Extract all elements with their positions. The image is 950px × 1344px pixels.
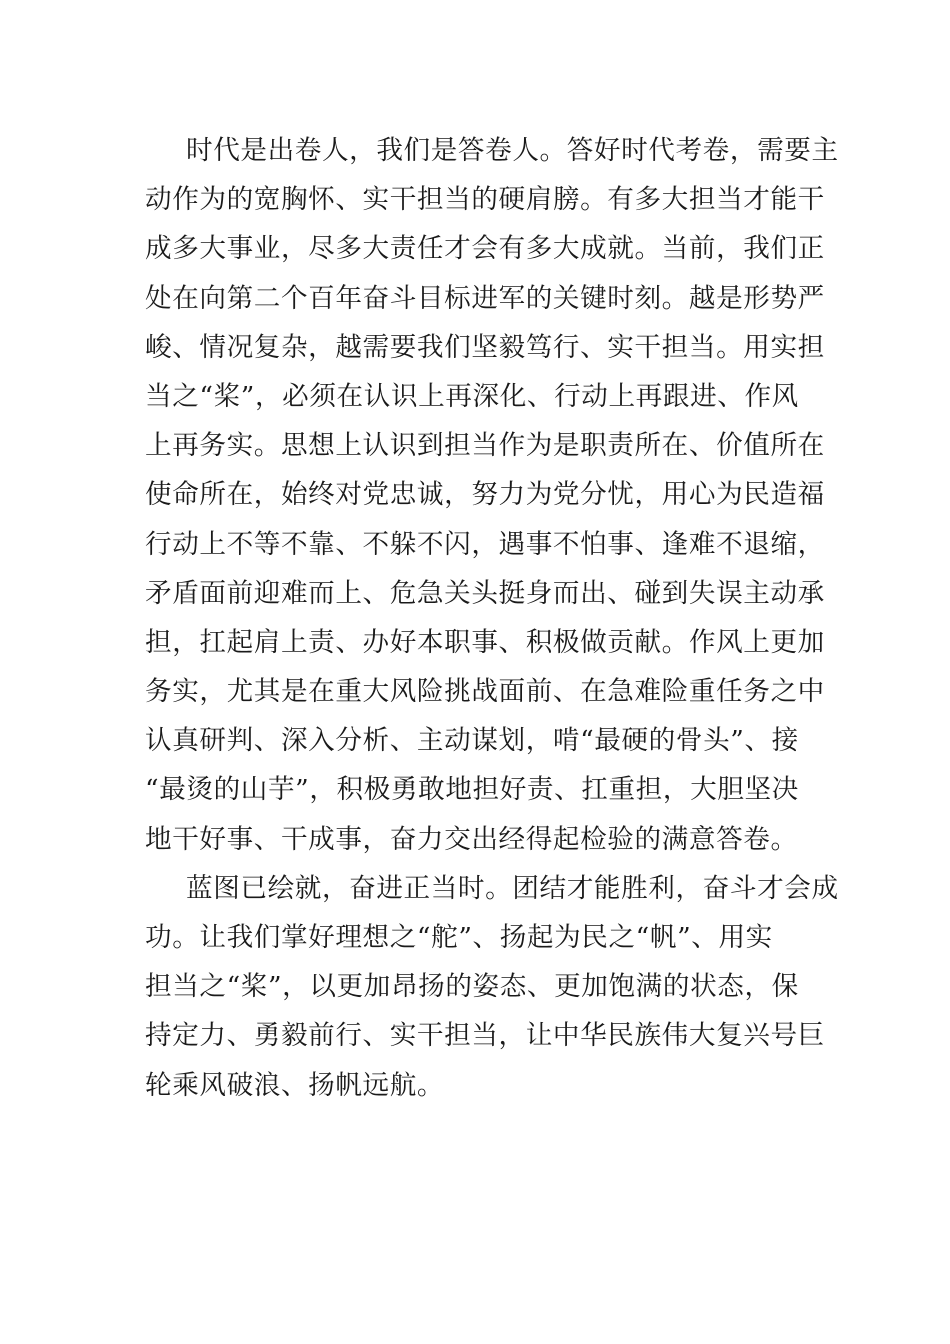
- paragraph-line: 处在向第二个百年奋斗目标进军的关键时刻。越是形势严: [145, 282, 825, 314]
- paragraph-line: 认真研判、深入分析、主动谋划，啃“最硬的骨头”、接: [145, 725, 799, 757]
- paragraph-line: 行动上不等不靠、不躲不闪，遇事不怕事、逢难不退缩，: [145, 528, 825, 560]
- paragraph-line: 矛盾面前迎难而上、危急关头挺身而出、碰到失误主动承: [145, 577, 825, 609]
- paragraph-1: [145, 126, 839, 864]
- paragraph-2: [145, 864, 839, 1110]
- paragraph-line: 务实，尤其是在重大风险挑战面前、在急难险重任务之中: [145, 676, 825, 708]
- paragraph-line: 使命所在，始终对党忠诚，努力为党分忧，用心为民造福: [145, 479, 825, 511]
- paragraph-line: 成多大事业，尽多大责任才会有多大成就。当前，我们正: [145, 233, 825, 265]
- paragraph-line: 担，扛起肩上责、办好本职事、积极做贡献。作风上更加: [145, 626, 825, 658]
- paragraph-line: 上再务实。思想上认识到担当作为是职责所在、价值所在: [145, 430, 825, 462]
- document-body: [145, 126, 839, 1110]
- paragraph-line: 持定力、勇毅前行、实干担当，让中华民族伟大复兴号巨: [145, 1020, 825, 1052]
- paragraph-line: 地干好事、干成事，奋力交出经得起检验的满意答卷。: [145, 823, 798, 855]
- paragraph-line: 功。让我们掌好理想之“舵”、扬起为民之“帆”、用实: [145, 922, 773, 953]
- paragraph-line: 蓝图已绘就，奋进正当时。团结才能胜利，奋斗才会成: [186, 872, 839, 904]
- paragraph-line: 动作为的宽胸怀、实干担当的硬肩膀。有多大担当才能干: [145, 184, 825, 216]
- paragraph-line: 时代是出卷人，我们是答卷人。答好时代考卷，需要主: [186, 135, 839, 166]
- paragraph-line: 轮乘风破浪、扬帆远航。: [145, 1069, 445, 1101]
- paragraph-line: “最烫的山芋”，积极勇敢地担好责、扛重担，大胆坚决: [145, 774, 799, 806]
- paragraph-line: 当之“桨”，必须在认识上再深化、行动上再跟进、作风: [145, 380, 799, 412]
- paragraph-line: 峻、情况复杂，越需要我们坚毅笃行、实干担当。用实担: [145, 331, 825, 363]
- paragraph-line: 担当之“桨”，以更加昂扬的姿态、更加饱满的状态，保: [145, 971, 799, 1003]
